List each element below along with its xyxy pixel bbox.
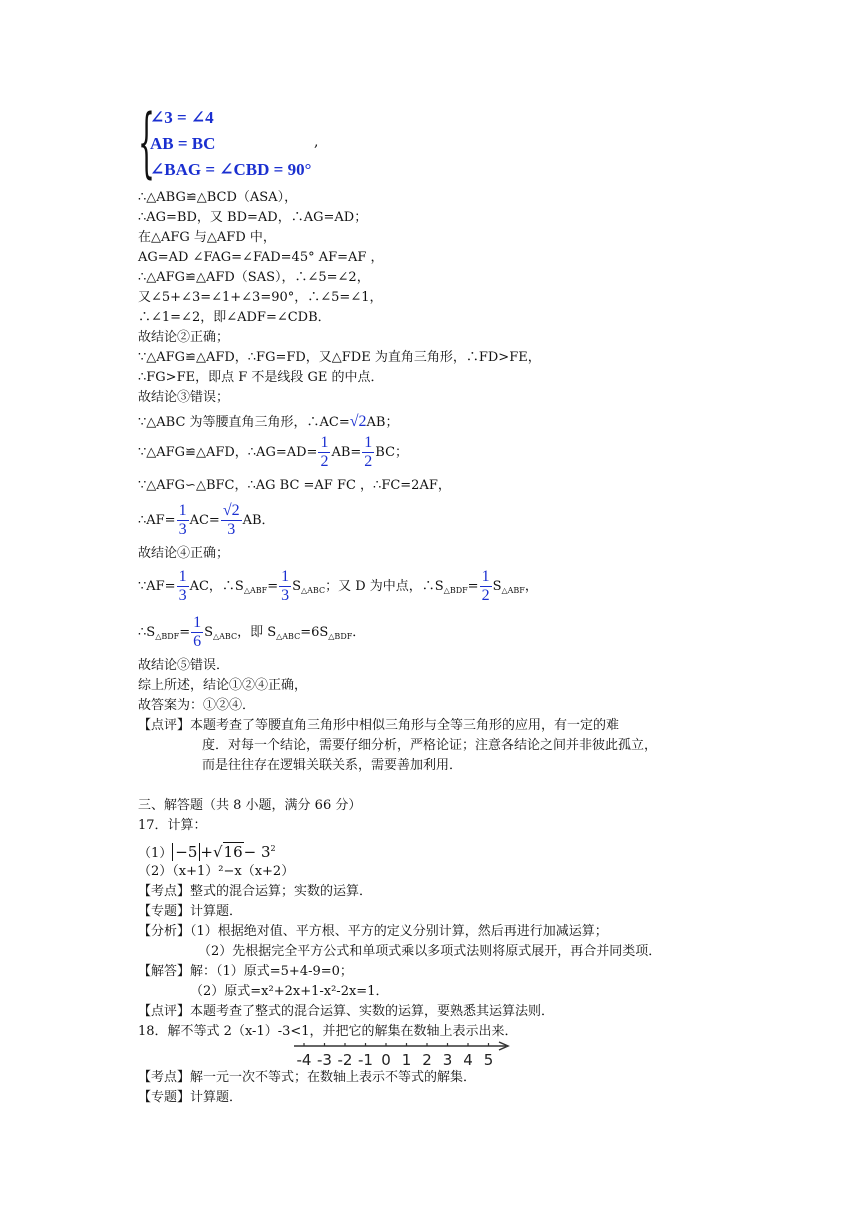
review-line: 【点评】本题考查了等腰直角三角形中相似三角形与全等三角形的应用，有一定的难: [138, 718, 620, 733]
text-segment: S: [292, 579, 301, 594]
text-segment: − 3: [243, 843, 271, 861]
text-segment: ∵AF=: [138, 579, 176, 594]
superscript: 2: [270, 844, 276, 853]
number-line-label: -3: [317, 1051, 332, 1069]
number-line-label: 3: [442, 1051, 453, 1069]
number-line-label: 2: [422, 1051, 432, 1069]
fraction-third: $\frac{1}{3}$: [178, 502, 187, 538]
text-segment: AC，∴S: [189, 579, 244, 594]
fraction-half: $\frac{1}{2}$: [364, 434, 373, 470]
solution-line: 【解答】解：（1）原式=5+4-9=0；: [138, 964, 353, 979]
fraction-half: $\frac{1}{2}$: [481, 568, 490, 604]
question-title: 17．计算：: [138, 818, 207, 833]
fraction-half: $\frac{1}{2}$: [320, 434, 329, 470]
subscript: △ABC: [301, 586, 326, 595]
proof-line: [138, 502, 275, 540]
text-segment: ∵△AFG≌△AFD，∴AG=AD=: [138, 445, 318, 460]
subscript: △ABC: [213, 632, 238, 641]
review-line: 而是往往存在逻辑关联关系，需要善加利用．: [202, 758, 463, 773]
text-segment: ，: [524, 579, 538, 594]
conclusion-line: 故结论③错误；: [138, 390, 230, 405]
text-segment: =: [467, 579, 479, 594]
equation-system: [138, 97, 338, 186]
number-line-label: -1: [358, 1051, 373, 1069]
absolute-value: −5: [172, 843, 200, 861]
proof-line: ∴FG>FE，即点 F 不是线段 GE 的中点．: [138, 370, 384, 385]
subscript: △BDF: [155, 632, 180, 641]
text-segment: S: [204, 625, 213, 640]
analysis-line: （2）先根据完全平方公式和单项式乘以多项式法则将原式展开，再合并同类项．: [198, 944, 662, 959]
topic-line: 【考点】解一元一次不等式；在数轴上表示不等式的解集．: [138, 1070, 477, 1085]
text-segment: ∴S: [138, 625, 156, 640]
text-segment: AC=: [189, 513, 220, 528]
plus-sign: +: [200, 843, 213, 861]
number-line-label: 1: [401, 1051, 412, 1069]
proof-line: ∴AG=BD，又 BD=AD，∴AG=AD；: [138, 210, 368, 225]
summary-line: 综上所述，结论①②④正确，: [138, 678, 308, 693]
system-row-3: ∠BAG = ∠CBD = 90°: [150, 160, 312, 179]
text-segment: =: [267, 579, 279, 594]
text-segment: AB=: [331, 445, 362, 460]
fraction-third: $\frac{1}{3}$: [281, 568, 290, 604]
review-line: 度．对每一个结论，需要仔细分析，严格论证；注意各结论之间并非彼此孤立，: [202, 738, 658, 753]
text-segment: =6S: [300, 625, 329, 640]
number-line-ticks: [297, 1043, 494, 1069]
text-segment: AB．: [242, 513, 275, 528]
left-brace: {: [138, 97, 155, 186]
expression-line: [138, 838, 276, 865]
number-line-label: 4: [463, 1051, 473, 1069]
proof-line: ∵△AFG≌△AFD，∴FG=FD，又△FDE 为直角三角形，∴FD>FE，: [138, 350, 541, 365]
text-segment: BC；: [375, 445, 409, 460]
proof-line: 在△AFG 与△AFD 中，: [138, 230, 276, 245]
proof-line: [138, 434, 408, 472]
subscript: △BDF: [328, 632, 353, 641]
number-line: [292, 1040, 514, 1072]
system-row-1: ∠3 = ∠4: [150, 108, 214, 127]
number-line-label: 0: [381, 1051, 391, 1069]
proof-line: AG=AD ∠FAG=∠FAD=45° AF=AF ，: [138, 250, 384, 265]
subscript: △ABF: [243, 586, 268, 595]
square-root: √16: [212, 843, 243, 861]
system-row-2: AB = BC: [150, 134, 216, 153]
number-line-label: -4: [296, 1051, 312, 1069]
topic-line: 【考点】整式的混合运算；实数的运算．: [138, 884, 373, 899]
text-segment: ；又 D 为中点，∴S: [325, 579, 444, 594]
conclusion-line: 故结论⑤错误．: [138, 658, 230, 673]
proof-line: [138, 568, 538, 610]
category-line: 【专题】计算题．: [138, 904, 243, 919]
text-segment: =: [179, 625, 191, 640]
subscript: △ABF: [501, 586, 525, 595]
answer-line: 故答案为：①②④．: [138, 698, 256, 713]
text-segment: S: [492, 579, 502, 594]
proof-line: ∴∠1=∠2，即∠ADF=∠CDB．: [138, 310, 331, 325]
conclusion-line: 故结论②正确；: [138, 330, 230, 345]
fraction-sqrt2-third: $\frac{√2}{3}$: [222, 502, 240, 538]
proof-line: ∴△ABG≌△BCD（ASA），: [138, 190, 298, 205]
proof-line: 又∠5+∠3=∠1+∠3=90°，∴∠5=∠1，: [138, 290, 383, 305]
question-title: 18．解不等式 2（x-1）-3<1，并把它的解集在数轴上表示出来．: [138, 1024, 518, 1039]
text-segment: ，即 S: [237, 625, 277, 640]
sqrt-two: √2: [349, 413, 367, 430]
subscript: △BDF: [443, 586, 468, 595]
text-segment: ∵△ABC 为等腰直角三角形，∴AC=: [138, 415, 350, 430]
fraction-sixth: $\frac{1}{6}$: [193, 614, 202, 650]
text-segment: （1）: [138, 846, 173, 861]
proof-line: ∵△AFG∽△BFC，∴AG BC =AF FC ，∴FC=2AF，: [138, 478, 451, 493]
number-line-label: 5: [483, 1051, 494, 1069]
system-trailing-comma: ,: [314, 134, 319, 150]
proof-line: [138, 614, 365, 656]
section-heading: 三、解答题（共 8 小题，满分 66 分）: [138, 798, 362, 813]
subscript: △ABC: [276, 632, 301, 641]
text-segment: ．: [352, 625, 366, 640]
solution-line: （2）原式=x²+2x+1-x²-2x=1．: [190, 984, 389, 999]
text-segment: AB；: [366, 415, 399, 430]
analysis-line: 【分析】（1）根据绝对值、平方根、平方的定义分别计算，然后再进行加减运算；: [138, 924, 608, 939]
review-line: 【点评】本题考查了整式的混合运算、实数的运算，要熟悉其运算法则．: [138, 1004, 555, 1019]
conclusion-line: 故结论④正确；: [138, 546, 230, 561]
fraction-third: $\frac{1}{3}$: [178, 568, 187, 604]
expression-line: （2）（x+1）²−x（x+2）: [138, 864, 295, 879]
number-line-label: -2: [337, 1051, 353, 1069]
category-line: 【专题】计算题．: [138, 1090, 243, 1105]
proof-line: [138, 412, 399, 433]
proof-line: ∴△AFG≌△AFD（SAS），∴∠5=∠2，: [138, 270, 370, 285]
text-segment: ∴AF=: [138, 513, 176, 528]
